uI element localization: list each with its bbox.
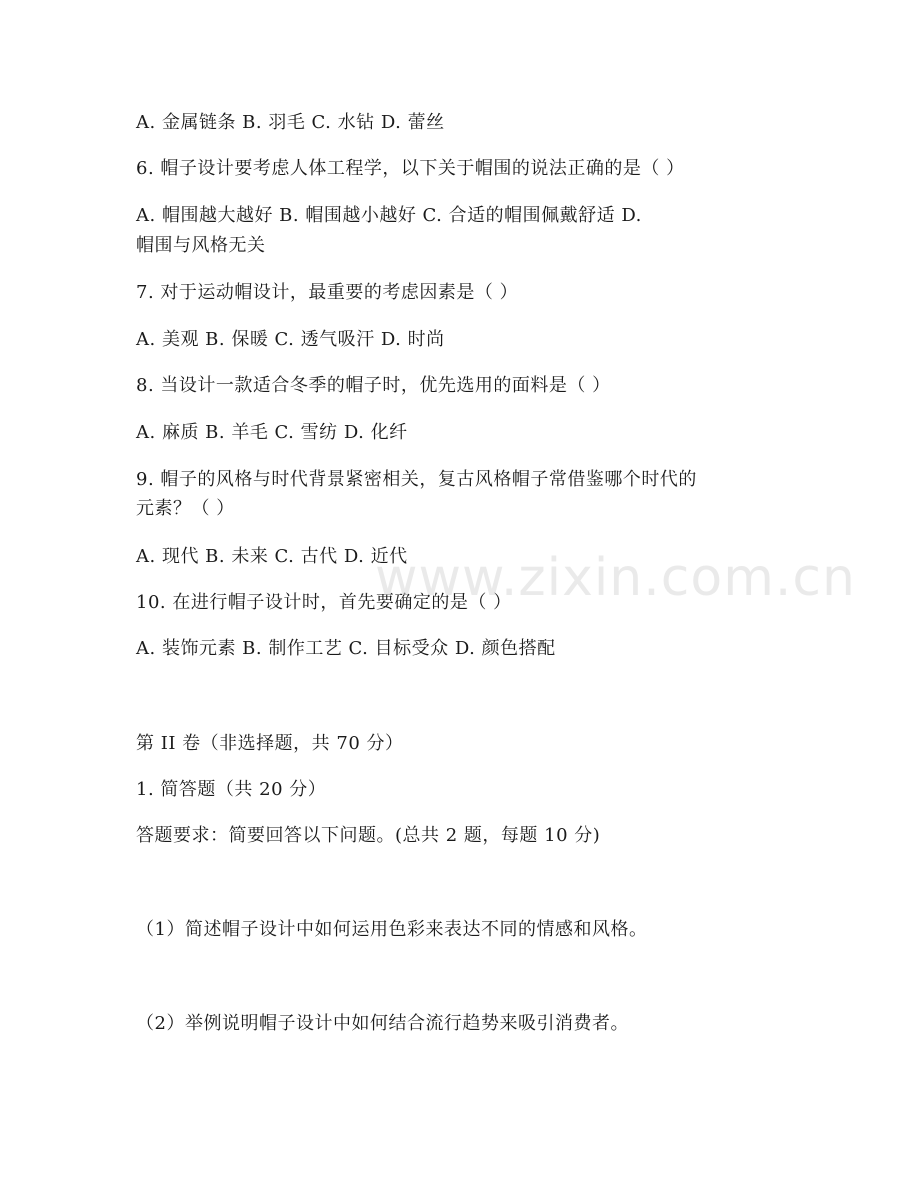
short-answer-heading: 1. 简答题（共 20 分） bbox=[136, 779, 327, 800]
q9-question-line2: 元素？（ ） bbox=[136, 498, 235, 519]
q9-options: A. 现代 B. 未来 C. 古代 D. 近代 bbox=[136, 546, 408, 567]
q10-question: 10. 在进行帽子设计时，首先要确定的是（ ） bbox=[136, 592, 512, 613]
q8-options: A. 麻质 B. 羊毛 C. 雪纺 D. 化纤 bbox=[136, 422, 408, 443]
short-answer-q2: （2）举例说明帽子设计中如何结合流行趋势来吸引消费者。 bbox=[136, 1013, 629, 1034]
q5-options: A. 金属链条 B. 羽毛 C. 水钻 D. 蕾丝 bbox=[136, 112, 445, 133]
q7-question: 7. 对于运动帽设计，最重要的考虑因素是（ ） bbox=[136, 282, 519, 303]
q8-question: 8. 当设计一款适合冬季的帽子时，优先选用的面料是（ ） bbox=[136, 375, 611, 396]
q7-options: A. 美观 B. 保暖 C. 透气吸汗 D. 时尚 bbox=[136, 329, 445, 350]
q6-options-line1: A. 帽围越大越好 B. 帽围越小越好 C. 合适的帽围佩戴舒适 D. bbox=[136, 205, 642, 226]
watermark: www.zixin.com.cn bbox=[375, 548, 856, 608]
q9-question-line1: 9. 帽子的风格与时代背景紧密相关，复古风格帽子常借鉴哪个时代的 bbox=[136, 469, 697, 490]
answer-requirements: 答题要求：简要回答以下问题。(总共 2 题，每题 10 分) bbox=[136, 825, 601, 846]
short-answer-q1: （1）简述帽子设计中如何运用色彩来表达不同的情感和风格。 bbox=[136, 919, 648, 940]
q10-options: A. 装饰元素 B. 制作工艺 C. 目标受众 D. 颜色搭配 bbox=[136, 638, 556, 659]
section-title: 第 II 卷（非选择题，共 70 分） bbox=[136, 733, 404, 754]
q6-options-line2: 帽围与风格无关 bbox=[136, 235, 266, 256]
q6-question: 6. 帽子设计要考虑人体工程学，以下关于帽围的说法正确的是（ ） bbox=[136, 158, 685, 179]
